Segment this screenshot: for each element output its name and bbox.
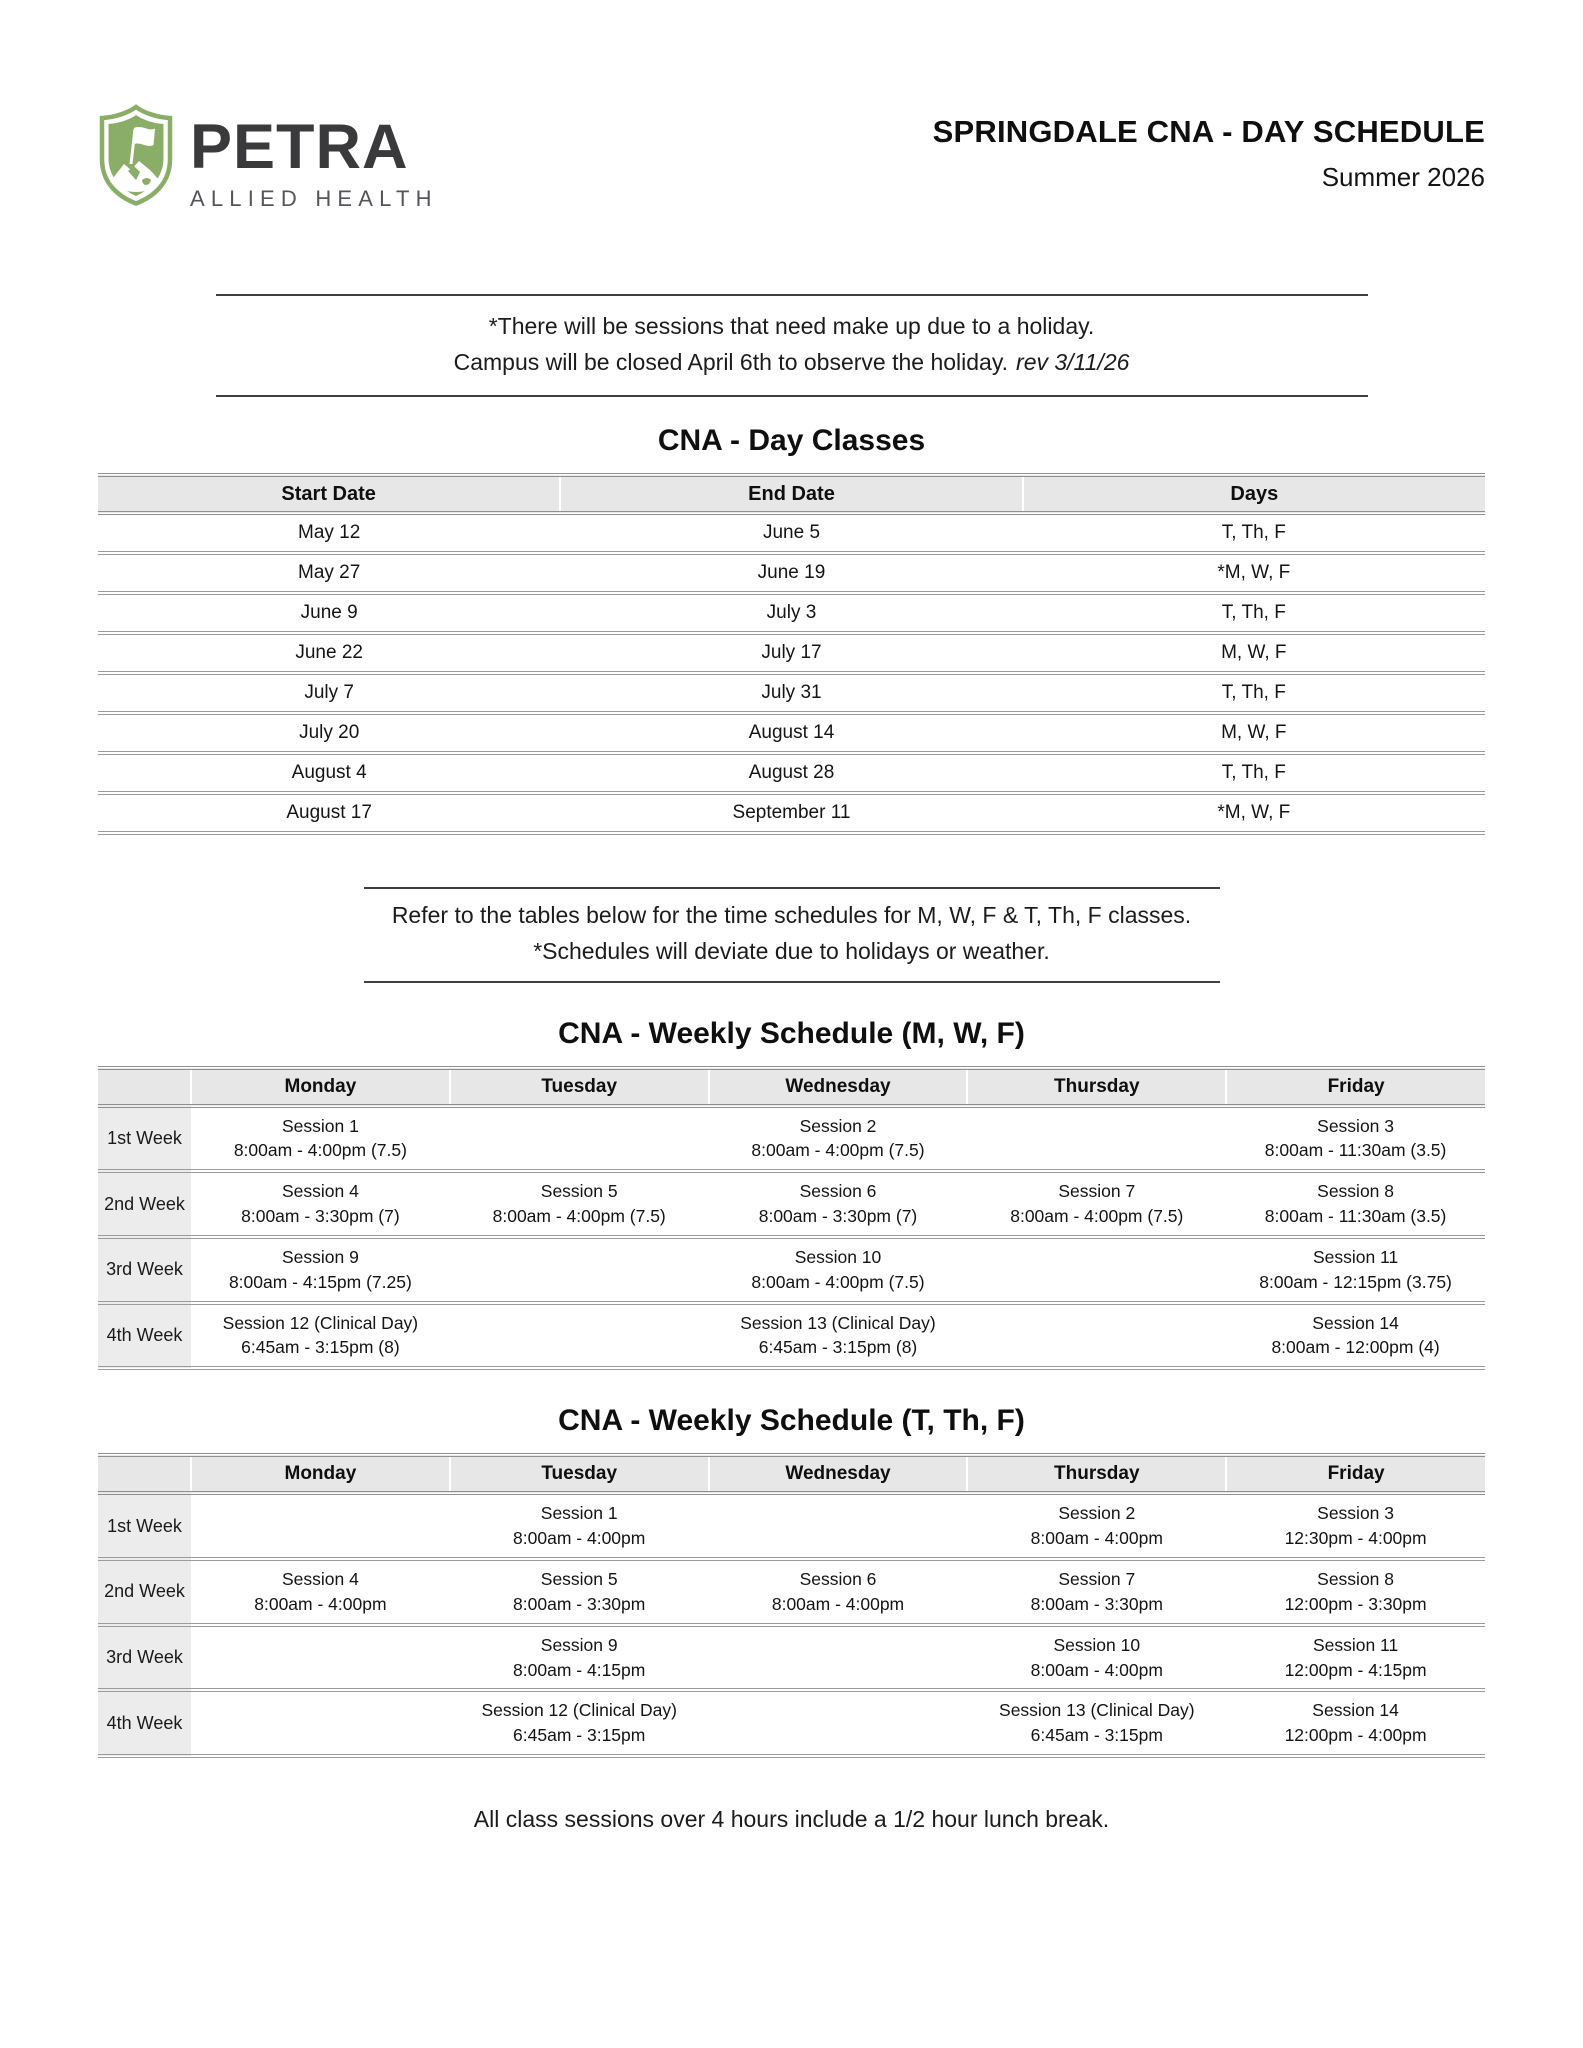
table-cell: May 27 bbox=[98, 553, 560, 593]
tthf-schedule-header bbox=[98, 1455, 1485, 1493]
session-time: 8:00am - 12:15pm (3.75) bbox=[1259, 1271, 1452, 1292]
table-cell: July 3 bbox=[560, 593, 1022, 633]
week-label: 2nd Week bbox=[98, 1171, 191, 1237]
table-header-row bbox=[98, 1455, 1485, 1493]
session-name: Session 13 (Clinical Day) bbox=[999, 1700, 1195, 1721]
session-time: 8:00am - 3:30pm (7) bbox=[758, 1206, 918, 1227]
table-row bbox=[98, 1493, 1485, 1559]
session-name: Session 10 bbox=[794, 1246, 882, 1267]
week-label: 4th Week bbox=[98, 1690, 191, 1756]
column-header-wednesday: Wednesday bbox=[709, 1068, 968, 1106]
table-row bbox=[98, 1625, 1485, 1691]
week-label: 4th Week bbox=[98, 1303, 191, 1369]
session-time: 6:45am - 3:15pm bbox=[1030, 1725, 1163, 1746]
session-cell bbox=[191, 1237, 450, 1303]
session-name: Session 9 bbox=[281, 1246, 359, 1267]
session-time: 8:00am - 4:15pm bbox=[513, 1659, 646, 1680]
holiday-notice-text: Campus will be closed April 6th to observe the holiday. bbox=[453, 348, 1009, 375]
session-cell bbox=[967, 1106, 1226, 1172]
table-cell: T, Th, F bbox=[1023, 753, 1485, 793]
refer-notice bbox=[364, 887, 1220, 982]
session-name: Session 2 bbox=[1058, 1503, 1136, 1524]
session-cell bbox=[1226, 1171, 1485, 1237]
session-time: 8:00am - 3:30pm (7) bbox=[241, 1206, 400, 1227]
session-time: 8:00am - 4:00pm bbox=[1030, 1659, 1163, 1680]
session-name: Session 3 bbox=[1317, 1115, 1395, 1136]
session-time: 12:30pm - 4:00pm bbox=[1284, 1528, 1427, 1549]
session-cell bbox=[967, 1237, 1226, 1303]
session-time: 8:00am - 4:00pm bbox=[513, 1528, 646, 1549]
table-cell: June 22 bbox=[98, 633, 560, 673]
session-name: Session 7 bbox=[1058, 1569, 1136, 1589]
session-time: 8:00am - 3:30pm bbox=[1030, 1593, 1163, 1614]
day-classes-table bbox=[98, 473, 1485, 835]
table-header-row bbox=[98, 475, 1485, 513]
week-column-header bbox=[98, 1068, 191, 1106]
column-header-tuesday: Tuesday bbox=[450, 1068, 709, 1106]
revision-date: rev 3/11/26 bbox=[1016, 348, 1130, 375]
session-name: Session 6 bbox=[799, 1181, 877, 1202]
session-name: Session 11 bbox=[1312, 1246, 1399, 1267]
session-name: Session 3 bbox=[1317, 1503, 1395, 1524]
session-name: Session 2 bbox=[799, 1115, 877, 1136]
refer-notice-line2: *Schedules will deviate due to holidays or weather. bbox=[533, 937, 1050, 964]
session-time: 8:00am - 4:00pm bbox=[254, 1593, 387, 1614]
week-label: 2nd Week bbox=[98, 1559, 191, 1625]
session-name: Session 14 bbox=[1312, 1700, 1399, 1721]
brand-name: PETRA bbox=[190, 112, 409, 182]
table-cell: May 12 bbox=[98, 513, 560, 553]
document-header bbox=[98, 0, 1485, 212]
table-cell: August 4 bbox=[98, 753, 560, 793]
table-cell: M, W, F bbox=[1023, 633, 1485, 673]
session-time: 6:45am - 3:15pm bbox=[513, 1725, 646, 1746]
page-title: SPRINGDALE CNA - DAY SCHEDULE bbox=[932, 114, 1485, 149]
column-header-friday: Friday bbox=[1226, 1068, 1485, 1106]
session-cell bbox=[709, 1625, 968, 1691]
session-cell bbox=[967, 1625, 1226, 1691]
table-cell: July 20 bbox=[98, 713, 560, 753]
session-cell bbox=[450, 1303, 709, 1369]
holiday-notice-line1: *There will be sessions that need make up due to a holiday. bbox=[488, 313, 1095, 339]
session-cell bbox=[450, 1171, 709, 1237]
table-cell: June 5 bbox=[560, 513, 1022, 553]
table-cell: M, W, F bbox=[1023, 713, 1485, 753]
session-time: 8:00am - 4:00pm (7.5) bbox=[233, 1140, 407, 1161]
table-row bbox=[98, 1171, 1485, 1237]
day-classes-body bbox=[98, 513, 1485, 833]
table-cell: *M, W, F bbox=[1023, 793, 1485, 833]
session-name: Session 1 bbox=[281, 1115, 359, 1136]
session-time: 12:00pm - 3:30pm bbox=[1284, 1593, 1427, 1614]
session-name: Session 11 bbox=[1312, 1634, 1399, 1655]
session-time: 6:45am - 3:15pm (8) bbox=[758, 1337, 918, 1358]
session-cell bbox=[1226, 1690, 1485, 1756]
table-cell: August 17 bbox=[98, 793, 560, 833]
page-subtitle: Summer 2026 bbox=[1321, 162, 1485, 192]
column-header-friday: Friday bbox=[1226, 1455, 1485, 1493]
table-cell: July 31 bbox=[560, 673, 1022, 713]
session-cell bbox=[450, 1237, 709, 1303]
session-cell bbox=[191, 1493, 450, 1559]
session-time: 8:00am - 11:30am (3.5) bbox=[1264, 1140, 1447, 1161]
shield-flag-mountain-icon bbox=[98, 104, 174, 206]
session-name: Session 13 (Clinical Day) bbox=[740, 1312, 936, 1333]
session-name: Session 4 bbox=[281, 1181, 359, 1202]
table-cell: July 17 bbox=[560, 633, 1022, 673]
table-header-row bbox=[98, 1068, 1485, 1106]
table-row bbox=[98, 593, 1485, 633]
session-name: Session 4 bbox=[281, 1569, 359, 1589]
session-name: Session 8 bbox=[1317, 1181, 1395, 1202]
table-cell: September 11 bbox=[560, 793, 1022, 833]
table-cell: T, Th, F bbox=[1023, 673, 1485, 713]
session-name: Session 5 bbox=[540, 1181, 618, 1202]
column-header-wednesday: Wednesday bbox=[709, 1455, 968, 1493]
session-cell bbox=[191, 1106, 450, 1172]
column-header-tuesday: Tuesday bbox=[450, 1455, 709, 1493]
session-time: 8:00am - 3:30pm bbox=[513, 1593, 646, 1614]
table-cell: June 19 bbox=[560, 553, 1022, 593]
session-name: Session 5 bbox=[540, 1569, 618, 1589]
column-header-start-date: Start Date bbox=[98, 475, 560, 513]
table-cell: T, Th, F bbox=[1023, 513, 1485, 553]
session-cell bbox=[1226, 1493, 1485, 1559]
table-row bbox=[98, 673, 1485, 713]
session-name: Session 7 bbox=[1058, 1181, 1136, 1202]
session-time: 8:00am - 11:30am (3.5) bbox=[1264, 1206, 1447, 1227]
session-time: 8:00am - 4:00pm (7.5) bbox=[492, 1206, 666, 1227]
session-cell bbox=[967, 1171, 1226, 1237]
session-name: Session 9 bbox=[540, 1634, 618, 1655]
week-label: 1st Week bbox=[98, 1493, 191, 1559]
session-name: Session 12 (Clinical Day) bbox=[222, 1312, 419, 1333]
day-classes-title: CNA - Day Classes bbox=[657, 424, 926, 458]
session-time: 8:00am - 4:00pm (7.5) bbox=[751, 1140, 925, 1161]
session-cell bbox=[967, 1303, 1226, 1369]
table-row bbox=[98, 1106, 1485, 1172]
table-row bbox=[98, 1237, 1485, 1303]
table-row bbox=[98, 1559, 1485, 1625]
session-cell bbox=[191, 1559, 450, 1625]
table-row bbox=[98, 793, 1485, 833]
column-header-thursday: Thursday bbox=[967, 1455, 1226, 1493]
session-cell bbox=[709, 1303, 968, 1369]
session-cell bbox=[709, 1690, 968, 1756]
session-cell bbox=[967, 1690, 1226, 1756]
title-block bbox=[933, 114, 1485, 193]
mwf-schedule-body bbox=[98, 1106, 1485, 1369]
tthf-schedule-table bbox=[98, 1453, 1485, 1758]
table-cell: August 14 bbox=[560, 713, 1022, 753]
day-classes-header bbox=[98, 475, 1485, 513]
session-time: 12:00pm - 4:00pm bbox=[1284, 1725, 1427, 1746]
table-row bbox=[98, 633, 1485, 673]
lunch-break-note: All class sessions over 4 hours include a 1/2 hour lunch break. bbox=[473, 1806, 1110, 1833]
week-column-header bbox=[98, 1455, 191, 1493]
session-cell bbox=[191, 1625, 450, 1691]
session-time: 8:00am - 4:15pm (7.25) bbox=[228, 1271, 412, 1292]
session-time: 8:00am - 4:00pm bbox=[1030, 1528, 1163, 1549]
holiday-notice bbox=[216, 294, 1368, 397]
session-cell bbox=[1226, 1559, 1485, 1625]
session-cell bbox=[450, 1493, 709, 1559]
column-header-end-date: End Date bbox=[560, 475, 1022, 513]
session-cell bbox=[709, 1106, 968, 1172]
session-cell bbox=[191, 1171, 450, 1237]
brand-text-block bbox=[190, 104, 438, 212]
session-time: 8:00am - 4:00pm (7.5) bbox=[751, 1271, 925, 1292]
refer-notice-line1: Refer to the tables below for the time schedules for M, W, F & T, Th, F classes. bbox=[391, 902, 1192, 929]
table-row bbox=[98, 713, 1485, 753]
column-header-thursday: Thursday bbox=[967, 1068, 1226, 1106]
session-name: Session 12 (Clinical Day) bbox=[481, 1700, 677, 1721]
session-cell bbox=[967, 1559, 1226, 1625]
table-cell: June 9 bbox=[98, 593, 560, 633]
session-cell bbox=[450, 1690, 709, 1756]
table-row bbox=[98, 753, 1485, 793]
session-time: 8:00am - 4:00pm bbox=[771, 1593, 905, 1614]
session-cell bbox=[709, 1559, 968, 1625]
column-header-monday: Monday bbox=[191, 1455, 450, 1493]
column-header-days: Days bbox=[1023, 475, 1485, 513]
table-cell: July 7 bbox=[98, 673, 560, 713]
session-cell bbox=[709, 1171, 968, 1237]
session-cell bbox=[1226, 1303, 1485, 1369]
session-cell bbox=[450, 1625, 709, 1691]
session-name: Session 1 bbox=[540, 1503, 618, 1524]
session-time: 8:00am - 4:00pm (7.5) bbox=[1010, 1206, 1184, 1227]
tthf-schedule-title: CNA - Weekly Schedule (T, Th, F) bbox=[558, 1404, 1025, 1438]
session-name: Session 10 bbox=[1053, 1634, 1141, 1655]
mwf-schedule-title: CNA - Weekly Schedule (M, W, F) bbox=[558, 1016, 1025, 1050]
session-time: 12:00pm - 4:15pm bbox=[1284, 1659, 1427, 1680]
session-cell bbox=[191, 1303, 450, 1369]
session-cell bbox=[709, 1493, 968, 1559]
table-cell: T, Th, F bbox=[1023, 593, 1485, 633]
session-cell bbox=[450, 1106, 709, 1172]
session-cell bbox=[967, 1493, 1226, 1559]
session-cell bbox=[191, 1690, 450, 1756]
table-cell: *M, W, F bbox=[1023, 553, 1485, 593]
petra-logo bbox=[98, 104, 438, 212]
session-name: Session 6 bbox=[799, 1569, 877, 1589]
session-time: 6:45am - 3:15pm (8) bbox=[241, 1337, 400, 1358]
week-label: 3rd Week bbox=[98, 1237, 191, 1303]
column-header-monday: Monday bbox=[191, 1068, 450, 1106]
session-name: Session 8 bbox=[1317, 1569, 1395, 1589]
table-row bbox=[98, 1690, 1485, 1756]
mwf-schedule-table bbox=[98, 1066, 1485, 1371]
table-row bbox=[98, 513, 1485, 553]
table-row bbox=[98, 553, 1485, 593]
session-cell bbox=[709, 1237, 968, 1303]
session-time: 8:00am - 12:00pm (4) bbox=[1271, 1337, 1440, 1358]
tthf-schedule-body bbox=[98, 1493, 1485, 1756]
table-row bbox=[98, 1303, 1485, 1369]
mwf-schedule-header bbox=[98, 1068, 1485, 1106]
brand-subtitle: ALLIED HEALTH bbox=[190, 186, 438, 211]
week-label: 3rd Week bbox=[98, 1625, 191, 1691]
week-label: 1st Week bbox=[98, 1106, 191, 1172]
holiday-notice-line2 bbox=[216, 345, 1368, 381]
table-cell: August 28 bbox=[560, 753, 1022, 793]
session-cell bbox=[450, 1559, 709, 1625]
session-cell bbox=[1226, 1237, 1485, 1303]
session-cell bbox=[1226, 1106, 1485, 1172]
session-name: Session 14 bbox=[1312, 1312, 1399, 1333]
session-cell bbox=[1226, 1625, 1485, 1691]
